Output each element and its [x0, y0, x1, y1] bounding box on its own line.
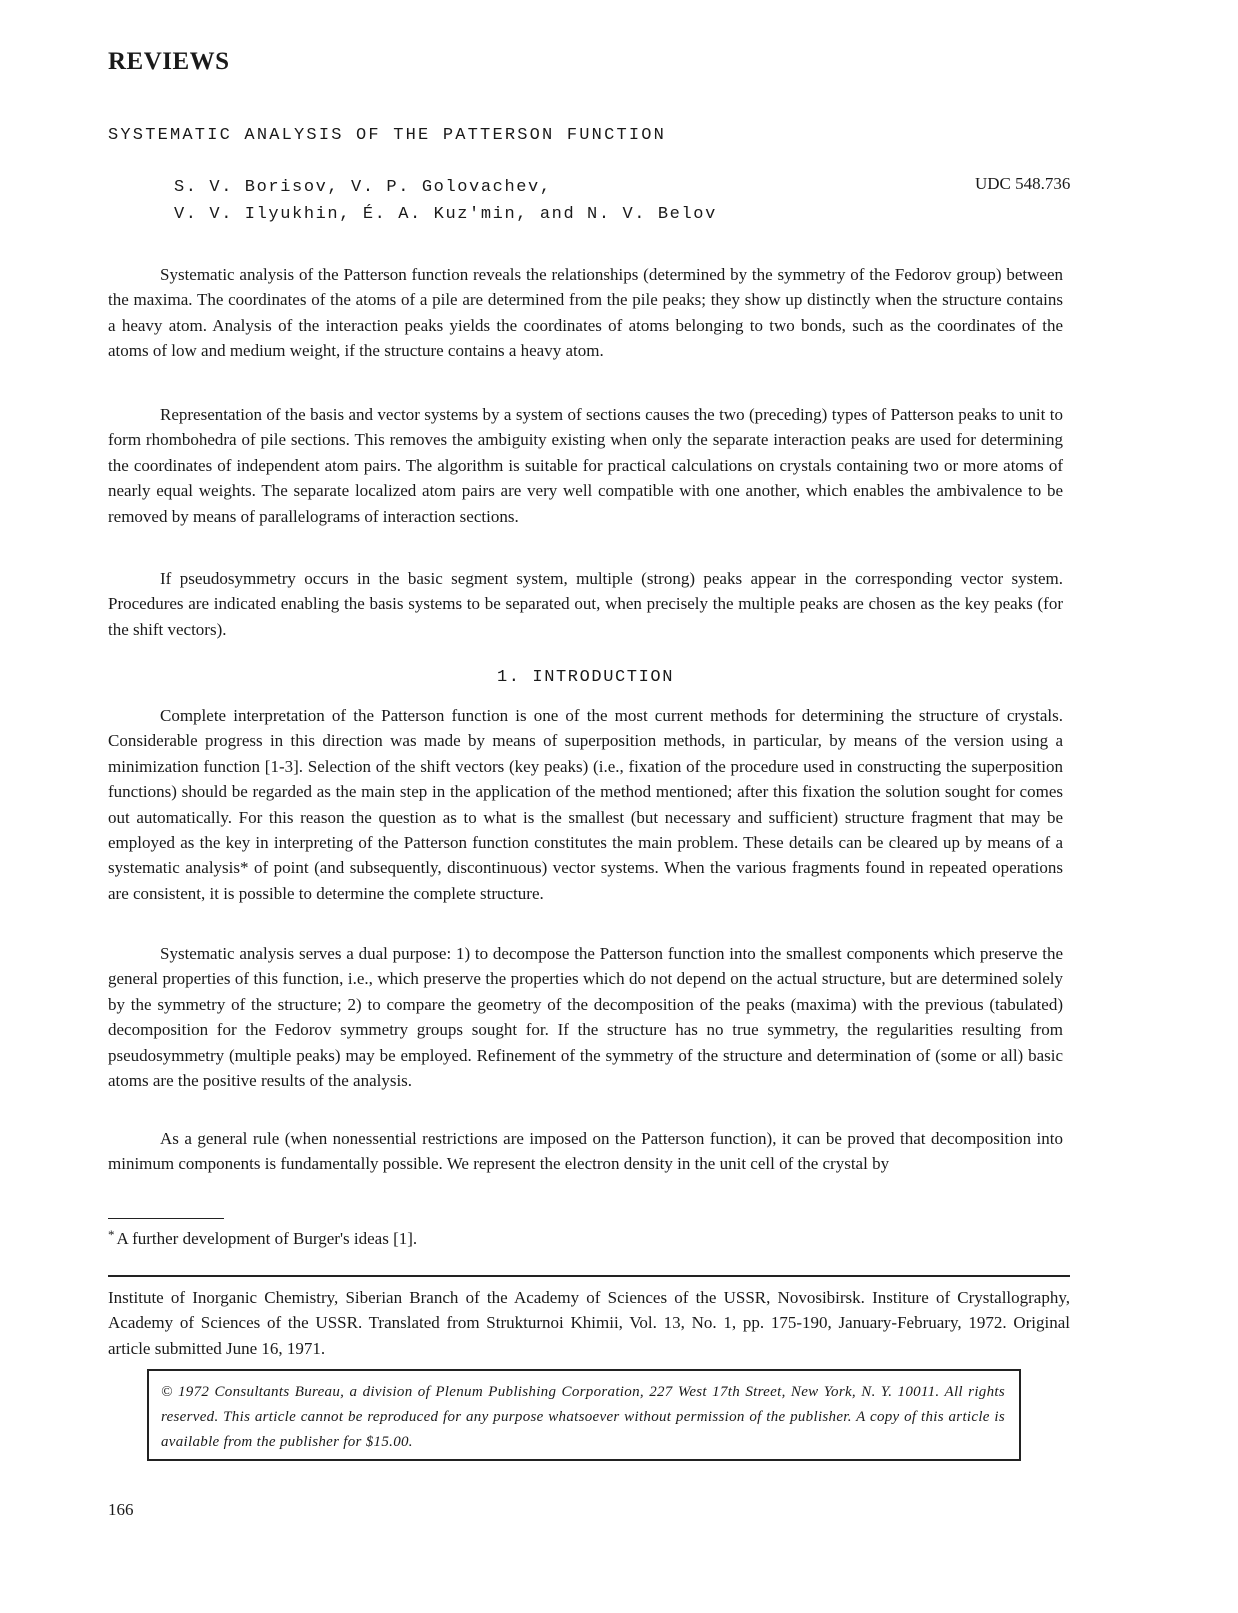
udc-code: UDC 548.736: [975, 174, 1071, 193]
affiliation-rule: [108, 1275, 1070, 1277]
footnote: [108, 1227, 417, 1249]
abstract-paragraph-1: Systematic analysis of the Patterson function reveals the relationships (determined by the symmetry of the Fedorov group) between the maxima. The coordinates of the atoms of a pile are determined from the pile peaks; they show up distinctly when the structure contains a heavy atom. Analysis of the interaction peaks yields the coordinates of atoms belonging to two bonds, such as the coordinates of the atoms of low and medium weight, if the structure contains a heavy atom.: [108, 265, 1063, 361]
authors-line-1: S. V. Borisov, V. P. Golovachev,: [174, 178, 552, 197]
intro-paragraph-3: As a general rule (when nonessential restrictions are imposed on the Patterson function), it can be proved that decomposition into minimum components is fundamentally possible. We represent the electron density in the unit cell of the crystal by: [108, 1129, 1063, 1174]
page-number: 166: [108, 1500, 134, 1519]
abstract-paragraph-2: Representation of the basis and vector systems by a system of sections causes the two (preceding) types of Patterson peaks to unit to form rhombohedra of pile sections. This removes the ambiguity existing when only the separate interaction peaks are used for determining the coordinates of independent atom pairs. The algorithm is suitable for practical calculations on crystals containing two or more atoms of nearly equal weights. The separate localized atom pairs are very well compatible with one another, which enables the ambivalence to be removed by means of parallelograms of interaction sections.: [108, 405, 1063, 526]
intro-paragraph-1: Complete interpretation of the Patterson function is one of the most current methods for determining the structure of crystals. Considerable progress in this direction was made by means of superposition methods, in particular, by means of the version using a minimization function [1-3]. Selection of the shift vectors (key peaks) (i.e., fixation of the procedure used in constructing the superposition functions) should be regarded as the main step in the application of the method mentioned; after this fixation the solution sought for comes out automatically. For this reason the question as to what is the smallest (but necessary and sufficient) structure fragment that may be employed as the key in interpreting of the Patterson function constitutes the main problem. These details can be cleared up by means of a systematic analysis* of point (and subsequently, discontinuous) vector systems. When the various fragments found in repeated operations are consistent, it is possible to determine the complete structure.: [108, 706, 1063, 903]
affiliation-note: Institute of Inorganic Chemistry, Siberian Branch of the Academy of Sciences of the USSR, Novosibirsk. Institure of Crystallography, Academy of Sciences of the USSR. Translated from Strukturnoi Khimii, Vol. 13, No. 1, pp. 175-190, January-February, 1972. Original article submitted June 16, 1971.: [108, 1288, 1070, 1358]
authors-line-2: V. V. Ilyukhin, É. A. Kuz'min, and N. V. Belov: [174, 205, 717, 224]
section-heading-introduction: 1. INTRODUCTION: [496, 668, 675, 687]
article-title: SYSTEMATIC ANALYSIS OF THE PATTERSON FUNCTION: [108, 126, 667, 145]
section-label: REVIEWS: [108, 48, 230, 75]
intro-paragraph-2: Systematic analysis serves a dual purpose: 1) to decompose the Patterson function into the smallest components which preserve the general properties of this function, i.e., which preserve the properties which do not depend on the actual structure, but are determined solely by the symmetry of the structure; 2) to compare the geometry of the decomposition of the peaks (maxima) with the previous (tabulated) decomposition for the Fedorov symmetry groups sought for. If the structure has no true symmetry, the regularities resulting from pseudosymmetry (multiple peaks) may be employed. Refinement of the symmetry of the structure and determination of (some or all) basic atoms are the positive results of the analysis.: [108, 944, 1063, 1091]
footnote-rule: [108, 1218, 224, 1219]
footnote-marker: *: [108, 1227, 115, 1242]
copyright-text: © 1972 Consultants Bureau, a division of Plenum Publishing Corporation, 227 West 17th Street, New York, N. Y. 10011. All rights reserved. This article cannot be reproduced for any purpose whatsoever without permission of the publisher. A copy of this article is available from the publisher for $15.00.: [161, 1384, 1005, 1450]
abstract-paragraph-3: If pseudosymmetry occurs in the basic segment system, multiple (strong) peaks appear in the corresponding vector system. Procedures are indicated enabling the basis systems to be separated out, when precisely the multiple peaks are chosen as the key peaks (for the shift vectors).: [108, 569, 1063, 639]
footnote-text: A further development of Burger's ideas [1].: [116, 1229, 418, 1248]
authors: [174, 174, 717, 228]
copyright-box: [147, 1369, 1021, 1461]
